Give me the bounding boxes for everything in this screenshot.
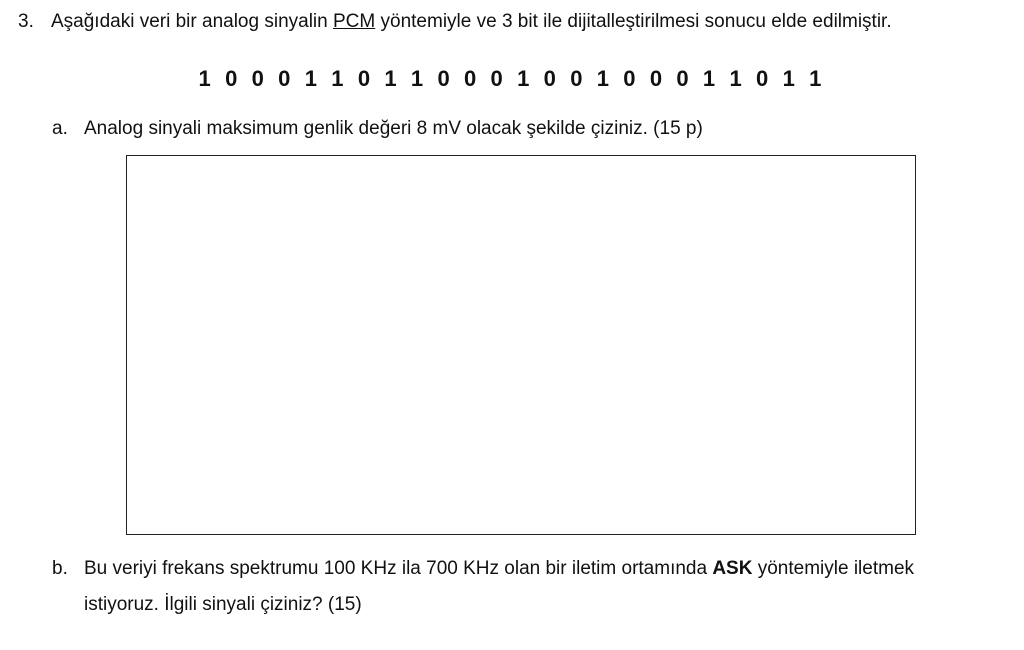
question-text [18,8,892,36]
part-b-line2: istiyoruz. İlgili sinyali çiziniz? (15) [84,594,362,615]
part-b-label: b. [52,558,68,579]
pcm-term: PCM [333,11,376,32]
part-b [52,555,914,583]
question-text-before: Aşağıdaki veri bir analog sinyalin [51,11,333,32]
part-a-label: a. [52,118,68,139]
part-b-text-after: yöntemiyle iletmek [752,558,915,579]
bitstream: 1 0 0 0 1 1 0 1 1 0 0 0 1 0 0 1 0 0 0 1 1 0 1 1 [198,66,826,91]
answer-box[interactable] [126,155,916,535]
part-a-text: Analog sinyali maksimum genlik değeri 8 mV olacak şekilde çiziniz. (15 p) [84,118,703,139]
part-b-text-before: Bu veriyi frekans spektrumu 100 KHz ila 700 KHz olan bir iletim ortamında [84,558,713,579]
question-text-after: yöntemiyle ve 3 bit ile dijitalleştirilmesi sonucu elde edilmiştir. [375,11,892,32]
ask-term: ASK [712,558,753,579]
part-a [52,115,703,143]
question-number: 3. [18,11,34,32]
